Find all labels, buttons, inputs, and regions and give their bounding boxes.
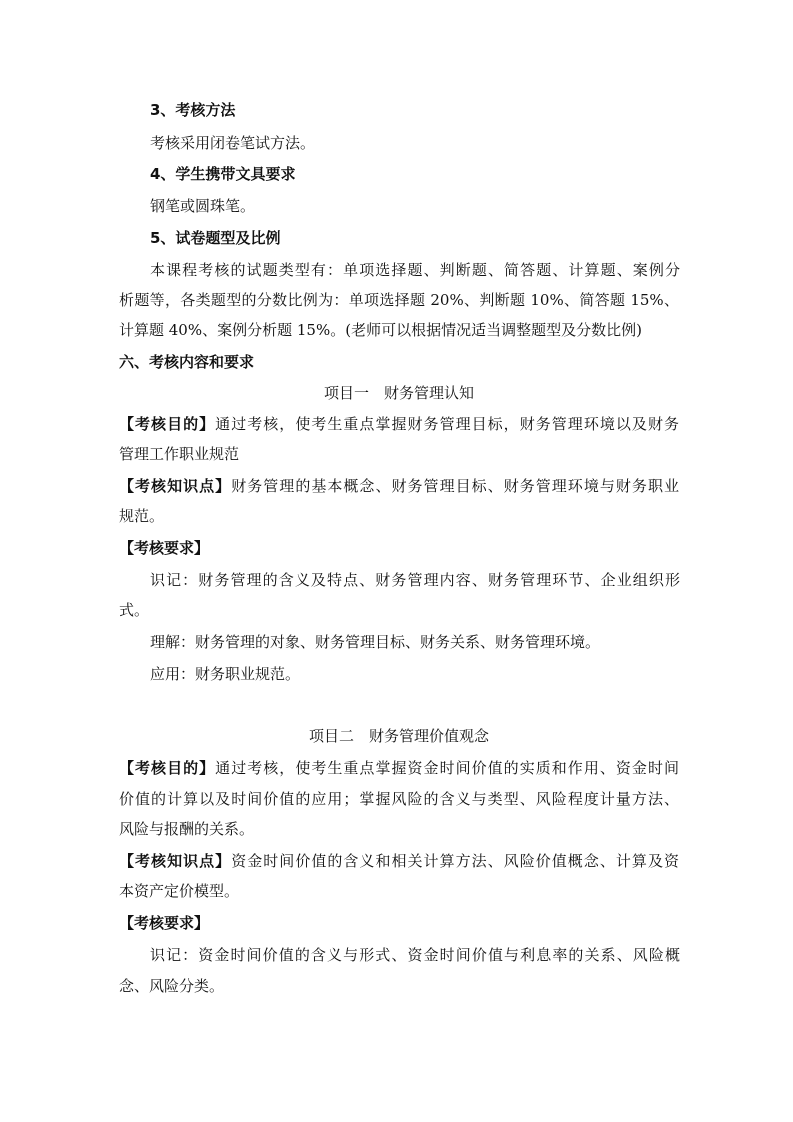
project-2-goal-line-3: 风险与报酬的关系。 xyxy=(119,820,255,838)
project-2-points-line-1 xyxy=(119,849,679,873)
section-4-body: 钢笔或圆珠笔。 xyxy=(150,197,256,215)
section-5-body-line-3: 计算题 40%、案例分析题 15%。(老师可以根据情况适当调整题型及分数比例) xyxy=(119,321,642,339)
project-1-understand: 理解：财务管理的对象、财务管理目标、财务关系、财务管理环境。 xyxy=(150,633,601,651)
project-2-goal-line-1 xyxy=(119,756,679,780)
project-2-points-text: 资金时间价值的含义和相关计算方法、风险价值概念、计算及资 xyxy=(231,852,679,870)
section-5-heading: 5、试卷题型及比例 xyxy=(150,229,281,247)
project-2-title: 项目二 财务管理价值观念 xyxy=(308,727,489,745)
project-1-apply: 应用：财务职业规范。 xyxy=(150,665,301,683)
project-1-goal-line-2: 管理工作职业规范 xyxy=(119,445,240,463)
project-1-points-line-2: 规范。 xyxy=(119,507,165,525)
project-1-remember-line-1: 识记：财务管理的含义及特点、财务管理内容、财务管理环节、企业组织形 xyxy=(150,571,680,589)
points-label: 【考核知识点】 xyxy=(119,477,232,495)
project-1-points-text: 财务管理的基本概念、财务管理目标、财务管理环境与财务职业 xyxy=(231,477,679,495)
section-4-heading: 4、学生携带文具要求 xyxy=(150,165,296,183)
project-1-requirements-label: 【考核要求】 xyxy=(119,539,210,557)
project-1-remember-line-2: 式。 xyxy=(119,601,150,619)
goal-label: 【考核目的】 xyxy=(119,759,216,777)
section-5-body-line-1: 本课程考核的试题类型有：单项选择题、判断题、简答题、计算题、案例分 xyxy=(150,261,680,279)
project-2-remember-line-1: 识记：资金时间价值的含义与形式、资金时间价值与利息率的关系、风险概 xyxy=(150,946,680,964)
project-2-points-line-2: 本资产定价模型。 xyxy=(119,882,240,900)
section-3-heading: 3、考核方法 xyxy=(150,101,236,119)
project-2-remember-line-2: 念、风险分类。 xyxy=(119,977,225,995)
points-label: 【考核知识点】 xyxy=(119,852,232,870)
project-1-goal-line-1 xyxy=(119,412,679,436)
project-1-title: 项目一 财务管理认知 xyxy=(323,384,474,402)
project-1-points-line-1 xyxy=(119,474,679,498)
section-6-heading: 六、考核内容和要求 xyxy=(119,353,255,371)
project-2-goal-text: 通过考核，使考生重点掌握资金时间价值的实质和作用、资金时间 xyxy=(215,759,679,777)
section-3-body: 考核采用闭卷笔试方法。 xyxy=(150,134,316,152)
section-5-body-line-2: 析题等，各类题型的分数比例为：单项选择题 20%、判断题 10%、简答题 15%、 xyxy=(119,291,679,309)
project-1-goal-text: 通过考核，使考生重点掌握财务管理目标，财务管理环境以及财务 xyxy=(215,415,679,433)
project-2-requirements-label: 【考核要求】 xyxy=(119,914,210,932)
goal-label: 【考核目的】 xyxy=(119,415,216,433)
project-2-goal-line-2: 价值的计算以及时间价值的应用；掌握风险的含义与类型、风险程度计量方法、 xyxy=(119,790,679,808)
